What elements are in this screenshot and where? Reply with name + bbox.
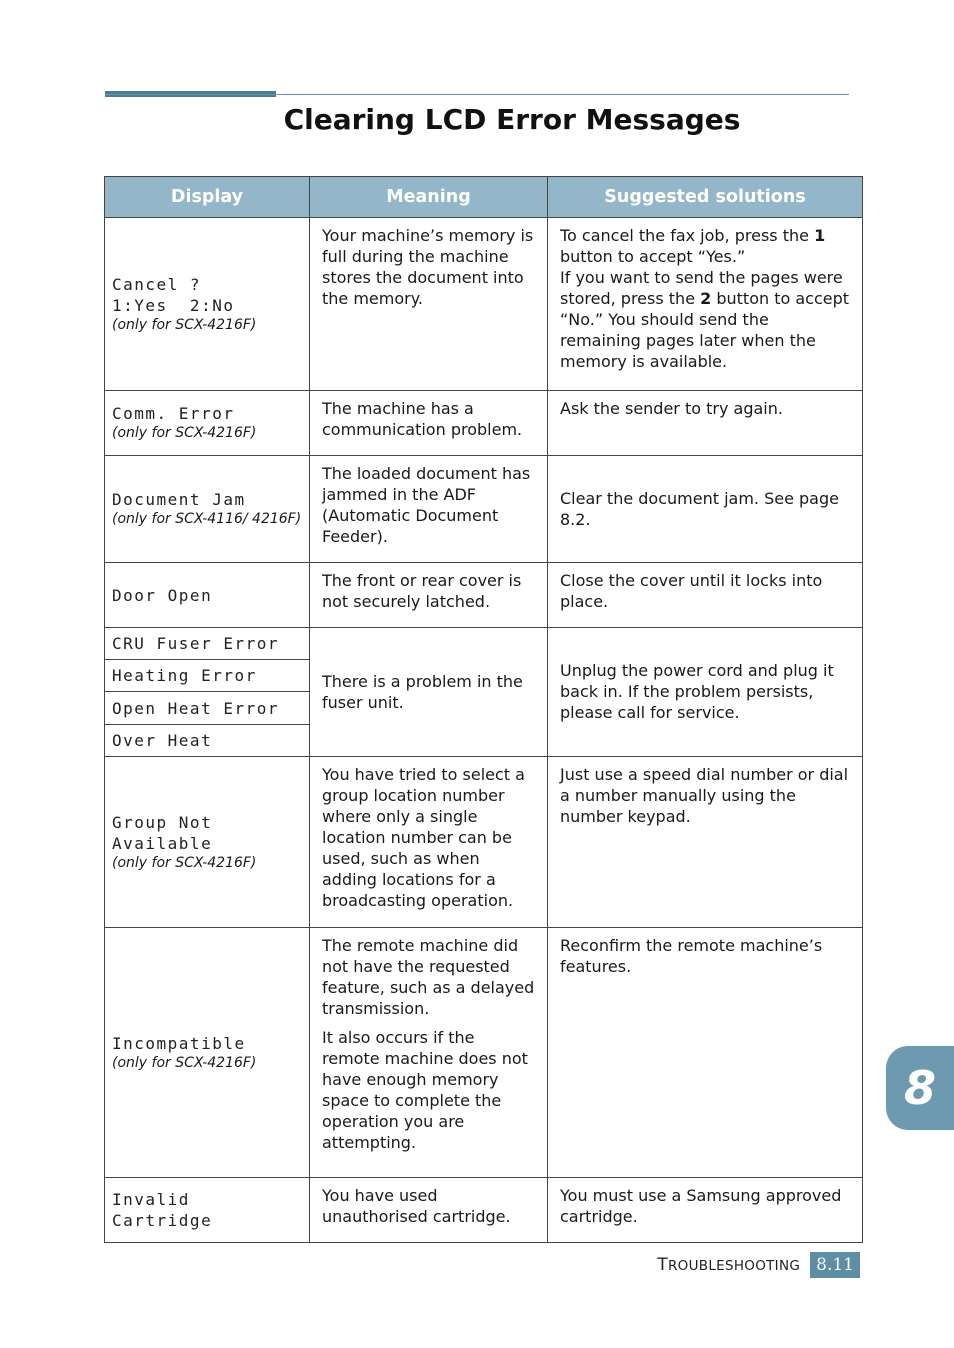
column-header-display: Display (105, 177, 310, 218)
solution-cell: Clear the document jam. See page 8.2. (548, 456, 863, 563)
lcd-message: CRU Fuser Error (112, 634, 279, 653)
table-row (105, 757, 863, 928)
display-cell (105, 391, 310, 456)
table-row (105, 628, 863, 660)
lcd-message: Open Heat Error (112, 698, 279, 718)
lcd-message: Incompatible (112, 1033, 246, 1053)
meaning-cell: The loaded document has jammed in the ADF (Automatic Document Feeder). (310, 456, 548, 563)
table-row (105, 563, 863, 628)
display-cell (105, 628, 310, 660)
meaning-cell (310, 928, 548, 1178)
solution-text: button to accept “Yes.” (560, 247, 746, 266)
model-note: (only for SCX-4116/ 4216F) (112, 511, 302, 527)
page-footer (657, 1252, 860, 1278)
header-rule (105, 94, 849, 95)
lcd-message: Document Jam (112, 490, 246, 509)
meaning-cell: The front or rear cover is not securely latched. (310, 563, 548, 628)
column-header-solutions: Suggested solutions (548, 177, 863, 218)
display-cell (105, 563, 310, 628)
lcd-message: Heating Error (112, 666, 257, 685)
solution-cell: Just use a speed dial number or dial a number manually using the number keypad. (548, 757, 863, 928)
lcd-message: Invalid (112, 1190, 190, 1209)
solution-cell: Ask the sender to try again. (548, 391, 863, 456)
display-cell (105, 725, 310, 757)
display-cell (105, 928, 310, 1178)
lcd-message: Comm. Error (112, 404, 235, 423)
table-row (105, 218, 863, 391)
solution-cell: Reconfirm the remote machine’s features. (548, 928, 863, 1178)
page-title: Clearing LCD Error Messages (283, 103, 741, 136)
lcd-message: Cancel ? (112, 274, 202, 294)
lcd-message: Group Not (112, 812, 213, 832)
meaning-cell: The machine has a communication problem. (310, 391, 548, 456)
lcd-message: Cartridge (112, 1211, 213, 1230)
meaning-cell: You have tried to select a group location number where only a single location number can be used, such as when adding locations for a broadcasting operation. (310, 757, 548, 928)
chapter-tab (886, 1046, 954, 1130)
section-label-initial: T (657, 1255, 668, 1275)
solution-cell: You must use a Samsung approved cartridge. (548, 1178, 863, 1243)
key-label: 1 (814, 226, 826, 245)
meaning-cell: There is a problem in the fuser unit. (310, 628, 548, 757)
table-header-row (105, 177, 863, 218)
meaning-cell: You have used unauthorised cartridge. (310, 1178, 548, 1243)
lcd-message: Over Heat (112, 731, 213, 750)
table-row (105, 391, 863, 456)
display-cell (105, 456, 310, 563)
model-note: (only for SCX-4216F) (112, 854, 257, 871)
meaning-paragraph: It also occurs if the remote machine does not have enough memory space to complete the operation you are attempting. (322, 1028, 528, 1152)
chapter-number: 8 (903, 1061, 936, 1115)
display-cell (105, 757, 310, 928)
display-cell (105, 692, 310, 725)
model-note: (only for SCX-4216F) (112, 1054, 257, 1071)
table-row (105, 928, 863, 1178)
solution-cell: Unplug the power cord and plug it back in. If the problem persists, please call for service. (548, 628, 863, 757)
meaning-paragraph: The remote machine did not have the requested feature, such as a delayed transmission. (322, 936, 535, 1018)
lcd-message: Available (112, 833, 213, 853)
meaning-cell: Your machine’s memory is full during the machine stores the document into the memory. (310, 218, 548, 391)
column-header-meaning: Meaning (310, 177, 548, 218)
key-label: 2 (700, 289, 712, 308)
display-cell (105, 1178, 310, 1243)
table-row (105, 456, 863, 563)
table-row (105, 1178, 863, 1243)
solution-cell: Close the cover until it locks into place. (548, 563, 863, 628)
page-number: 8.11 (810, 1252, 860, 1278)
display-cell (105, 660, 310, 692)
section-label (657, 1255, 800, 1275)
lcd-message: 1:Yes 2:No (112, 295, 235, 315)
section-label-rest: ROUBLESHOOTING (667, 1258, 801, 1274)
model-note: (only for SCX-4216F) (112, 425, 257, 441)
solution-text: button to accept “No.” You should send the remaining pages later when the memory is available. (560, 289, 850, 371)
display-cell (105, 218, 310, 391)
error-messages-table (104, 176, 863, 1243)
model-note: (only for SCX-4216F) (112, 316, 257, 333)
solution-text: To cancel the fax job, press the (560, 226, 815, 245)
solution-text: If you want to send the pages were stored, press the (560, 268, 843, 308)
lcd-message: Door Open (112, 585, 213, 605)
solution-cell (548, 218, 863, 391)
